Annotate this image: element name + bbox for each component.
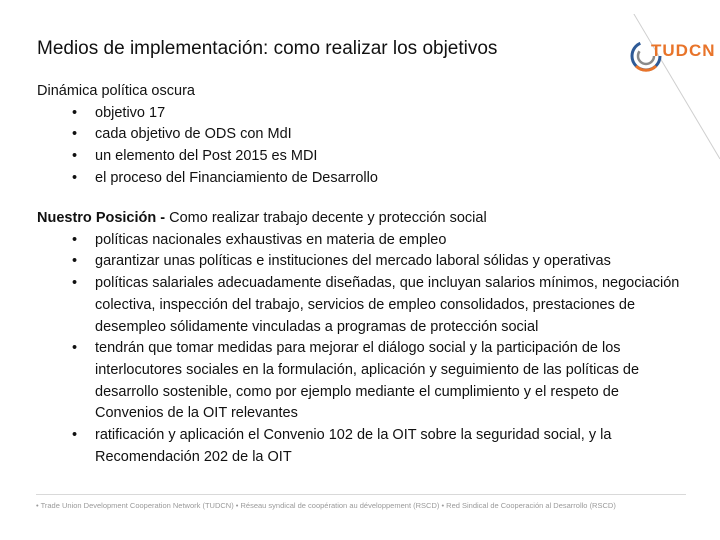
tudcn-logo xyxy=(626,14,720,164)
list-item: • garantizar unas políticas e instituciones del mercado laboral sólidas y operativas xyxy=(37,251,687,273)
list-item: • políticas nacionales exhaustivas en materia de empleo xyxy=(37,230,687,252)
list-item: • el proceso del Financiamiento de Desarrollo xyxy=(37,168,378,190)
section-dinamica-politica xyxy=(37,81,378,190)
list-item: • ratificación y aplicación el Convenio 102 de la OIT sobre la seguridad social, y la Recomendación 202 de la OIT xyxy=(37,425,687,468)
bullet-list xyxy=(37,103,378,190)
list-item: • cada objetivo de ODS con MdI xyxy=(37,124,378,146)
section-heading xyxy=(37,208,687,230)
heading-rest: Como realizar trabajo decente y protección social xyxy=(165,210,487,226)
list-item: • políticas salariales adecuadamente diseñadas, que incluyan salarios mínimos, negociación colectiva, inspección del trabajo, servicios de empleo consolidados, prestaciones de desempleo sólidamente vinculadas a programas de protección social xyxy=(37,273,687,338)
logo-text: TUDCN xyxy=(651,41,716,60)
section-nuestro-posicion xyxy=(37,208,687,468)
list-item: • un elemento del Post 2015 es MDI xyxy=(37,146,378,168)
list-item: • objetivo 17 xyxy=(37,103,378,125)
heading-bold: Nuestro Posición - xyxy=(37,210,166,226)
list-item: • tendrán que tomar medidas para mejorar el diálogo social y la participación de los interlocutores sociales en la formulación, aplicación y seguimiento de las políticas de desarrollo sostenible, como por ejemplo mediante el cumplimiento y el respeto de Convenios de la OIT relevantes xyxy=(37,338,687,425)
slide-title: Medios de implementación: como realizar los objetivos xyxy=(37,38,498,59)
footer: • Trade Union Development Cooperation Network (TUDCN) • Réseau syndical de coopération au développement (RSCD) • Red Sindical de Cooperación al Desarrollo (RSCD) xyxy=(36,494,686,510)
bullet-list xyxy=(37,230,687,469)
section-heading: Dinámica política oscura xyxy=(37,83,195,99)
